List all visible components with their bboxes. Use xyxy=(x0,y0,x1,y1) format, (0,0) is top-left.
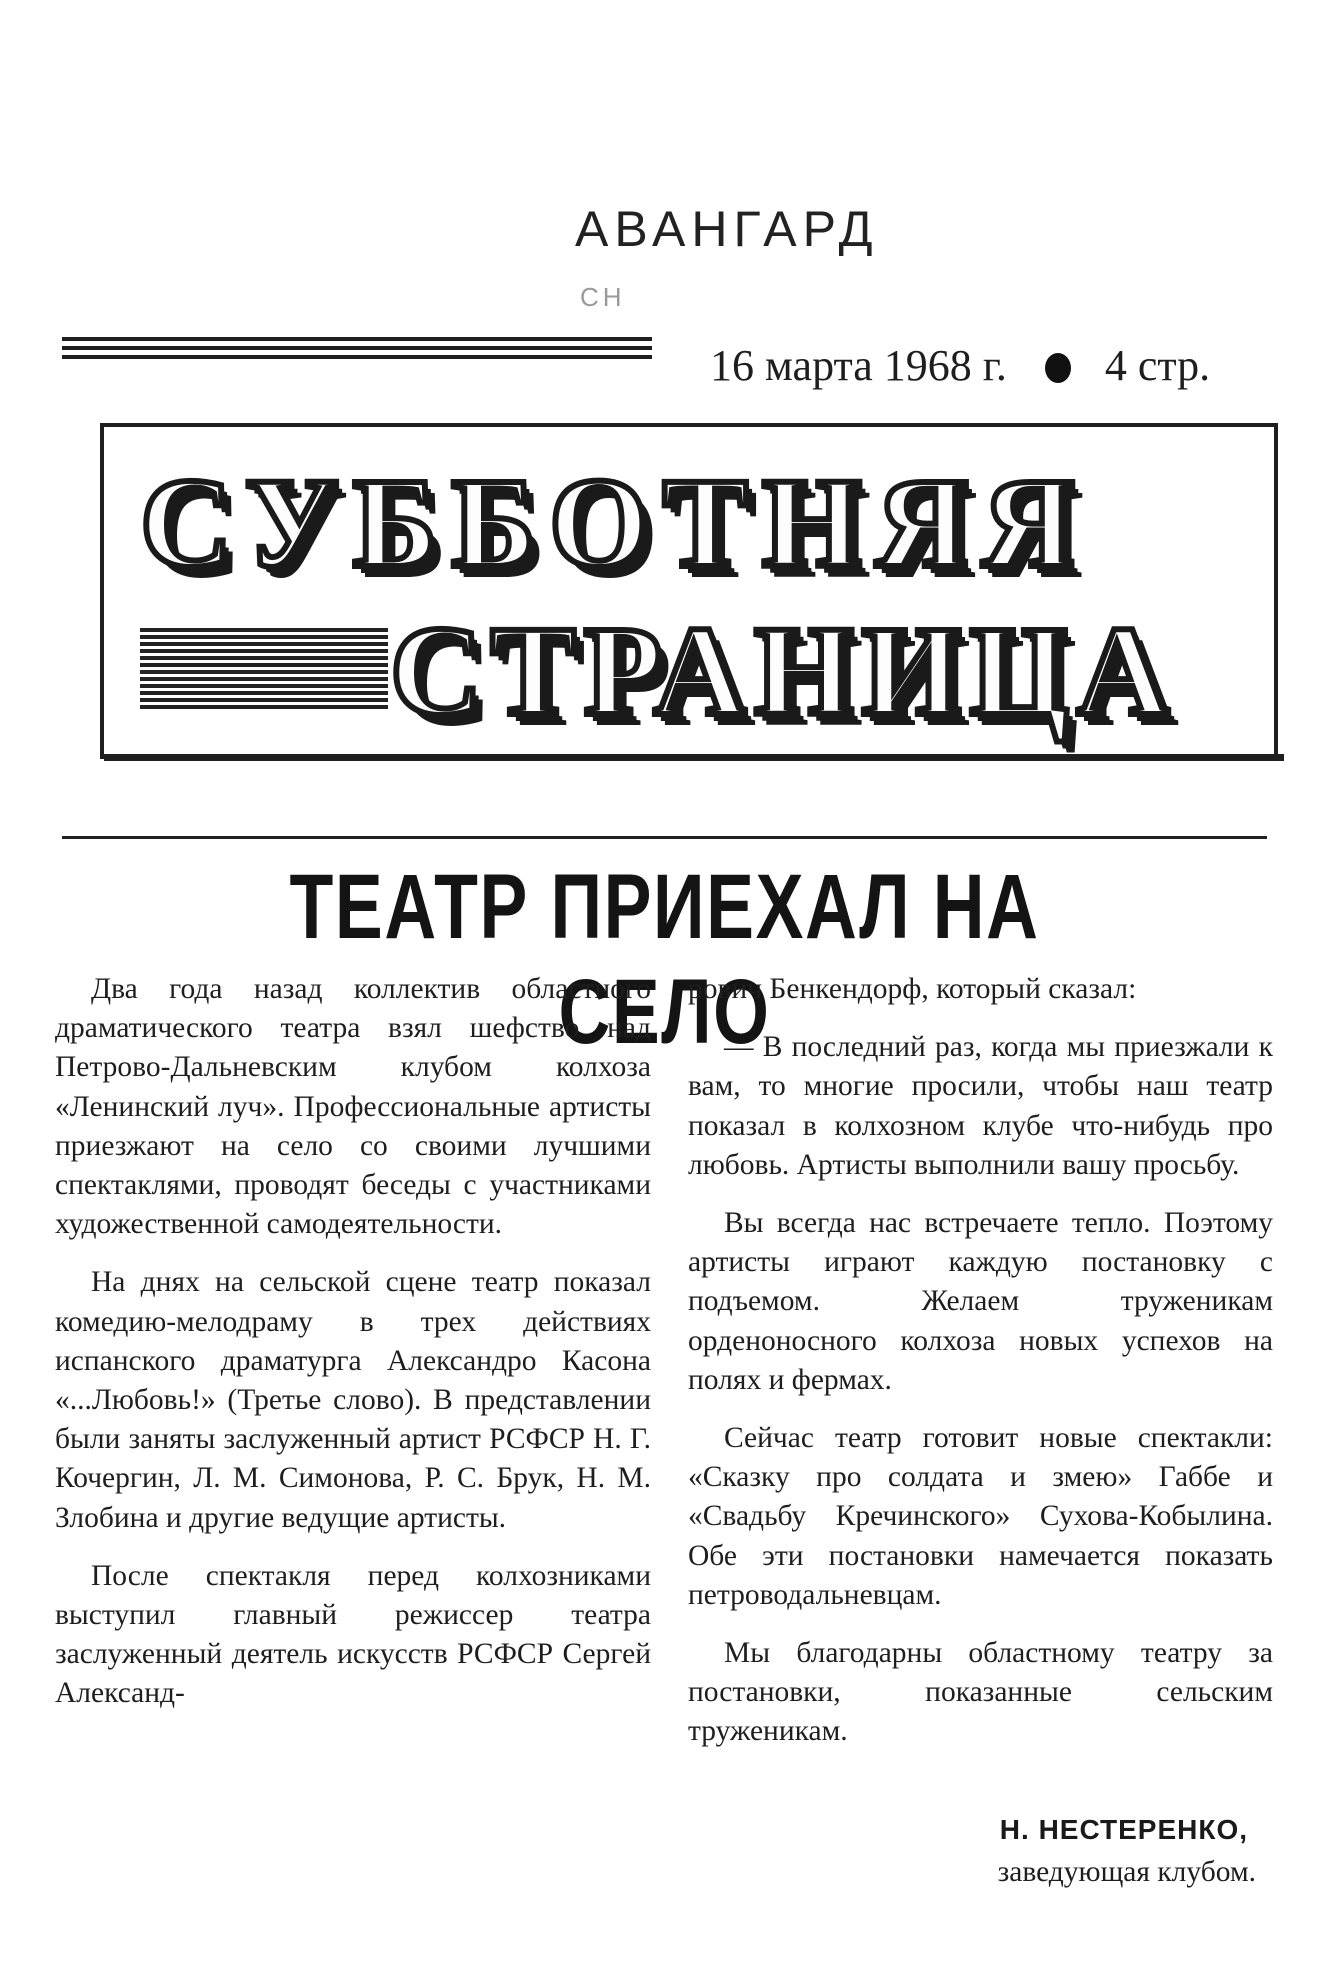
article-paragraph: Два года назад коллектив областного драматического театра взял шефство над Петрово-Дальневским клубом колхоза «Ленинский луч». Профессиональные артисты приезжают на село со своими лучшими спектаклями, проводят беседы с участниками художественной самодеятельности. xyxy=(55,973,651,1241)
article-paragraph: На днях на сельской сцене театр показал комедию-мелодраму в трех действиях испанского драматурга Александро Касона «...Любовь!» (Третье слово). В представлении были заняты заслуженный артист РСФСР Н. Г. Кочергин, Л. М. Симонова, Р. С. Брук, Н. М. Злобина и другие ведущие артисты. xyxy=(55,1266,651,1534)
article-paragraph: Вы всегда нас встречаете тепло. Поэтому артисты играют каждую постановку с подъемом. Желаем труженикам орденоносного колхоза новых успехов на полях и фермах. xyxy=(688,1207,1273,1396)
dateline xyxy=(710,340,1210,391)
article-column-left xyxy=(55,970,651,1714)
section-separator xyxy=(62,836,1267,839)
author-signature: Н. НЕСТЕРЕНКО, xyxy=(999,1814,1248,1845)
article-headline: ТЕАТР ПРИЕХАЛ НА СЕЛО xyxy=(289,856,1040,1063)
banner-frame-shadow xyxy=(104,754,1284,761)
article-paragraph: После спектакля перед колхозниками выступил главный режиссер театра заслуженный деятель искусств РСФСР Сергей Александ- xyxy=(55,1559,651,1710)
bullet-dot-icon xyxy=(1045,353,1071,383)
banner-title-line1: СУББОТНЯЯ xyxy=(140,452,1089,594)
banner-stripes-decoration xyxy=(140,628,388,712)
author-role: заведующая клубом. xyxy=(997,1856,1256,1888)
article-paragraph: рович Бенкендорф, который сказал: xyxy=(688,973,1137,1005)
issue-date: 16 марта 1968 г. xyxy=(710,341,1007,390)
article-column-right xyxy=(688,970,1273,1752)
page-number: 4 стр. xyxy=(1104,341,1211,390)
article-paragraph: Мы благодарны областному театру за постановки, показанные сельским труженикам. xyxy=(688,1637,1273,1748)
article-paragraph: Сейчас театр готовит новые спектакли: «Сказку про солдата и змею» Габбе и «Свадьбу Кречинского» Сухова-Кобылина. Обе эти постановки намечается показать петроводальневцам. xyxy=(688,1422,1273,1611)
banner-title-line2: СТРАНИЦА xyxy=(390,600,1178,742)
masthead-rules xyxy=(62,337,652,364)
faded-subtitle: СН xyxy=(580,282,626,312)
newspaper-title: АВАНГАРД xyxy=(575,201,879,257)
article-paragraph: — В последний раз, когда мы приезжали к вам, то многие просили, чтобы наш театр показал в колхозном клубе что-нибудь про любовь. Артисты выполнили вашу просьбу. xyxy=(688,1031,1273,1181)
